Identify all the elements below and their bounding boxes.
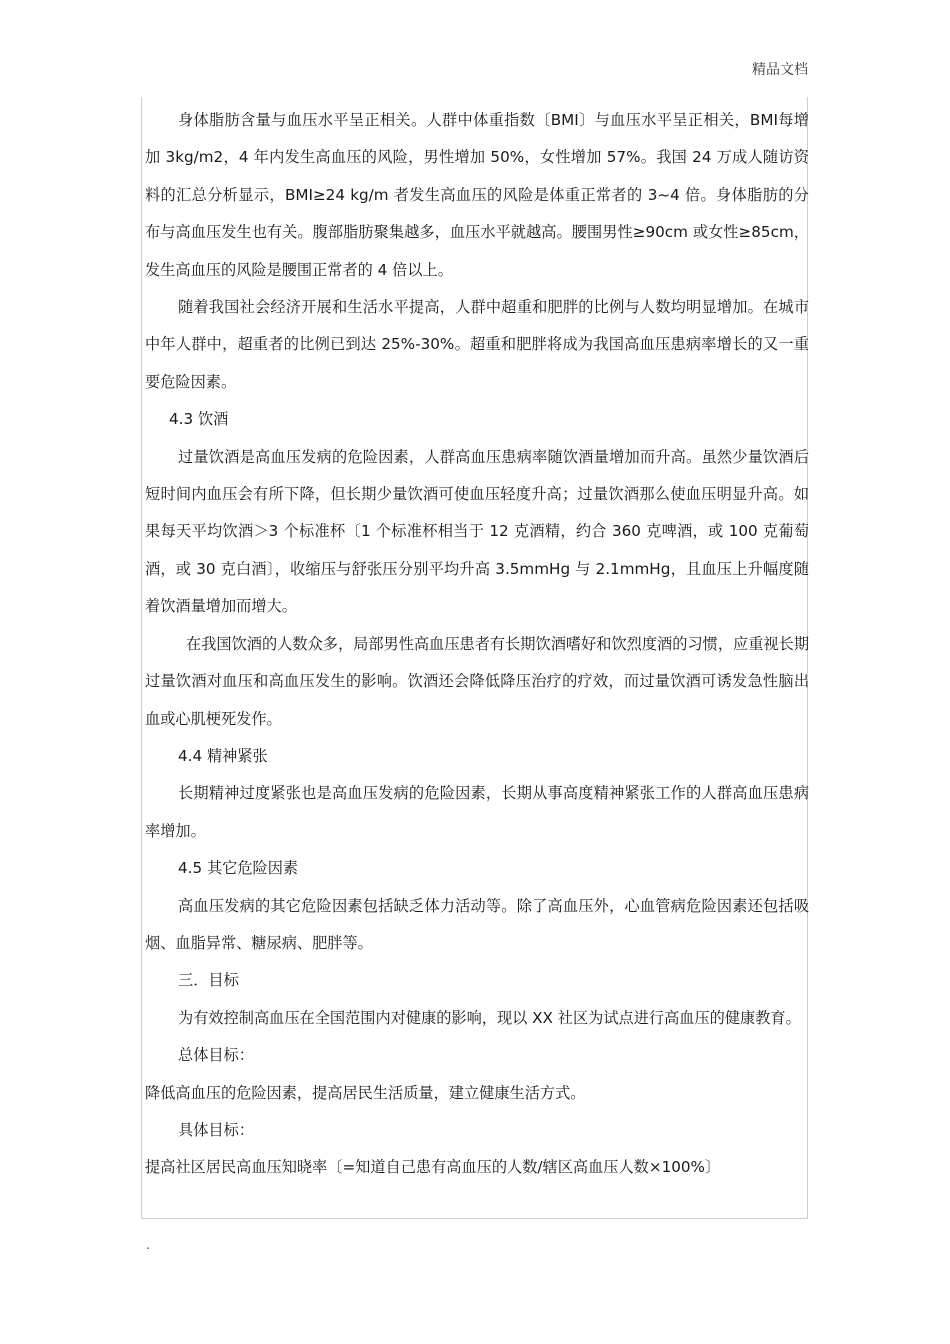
footer-mark: . xyxy=(146,1238,150,1252)
paragraph-other-risks: 高血压发病的其它危险因素包括缺乏体力活动等。除了高血压外，心血管病危险因素还包括吸烟、血脂异常、糖尿病、肥胖等。 xyxy=(145,896,809,952)
document-body xyxy=(145,102,809,1187)
document-header-label: 精品文档 xyxy=(752,62,808,78)
heading-other-risks: 4.5 其它危险因素 xyxy=(178,859,299,878)
general-goal-label: 总体目标： xyxy=(178,1046,254,1065)
paragraph-stress: 长期精神过度紧张也是高血压发病的危险因素，长期从事高度精神紧张工作的人群高血压患病率增加。 xyxy=(145,784,809,840)
heading-goals: 三．目标 xyxy=(178,971,239,990)
specific-goal-text: 提高社区居民高血压知晓率〔=知道自己患有高血压的人数/辖区高血压人数×100%〕 xyxy=(145,1158,721,1177)
heading-stress: 4.4 精神紧张 xyxy=(178,746,268,765)
general-goal-text: 降低高血压的危险因素，提高居民生活质量，建立健康生活方式。 xyxy=(145,1083,586,1102)
paragraph-drinking: 过量饮酒是高血压发病的危险因素，人群高血压患病率随饮酒量增加而升高。虽然少量饮酒后短时间内血压会有所下降，但长期少量饮酒可使血压轻度升高；过量饮酒那么使血压明显升高。如果每天平均饮酒＞3 个标准杯〔1 个标准杯相当于 12 克酒精，约合 360 克啤酒，或 100 克葡萄酒，或 30 克白酒〕，收缩压与舒张压分别平均升高 3.5mmHg 与 2.1mmHg，且血压上升幅度随着饮酒量增加而增大。 xyxy=(145,447,809,616)
paragraph-overweight: 随着我国社会经济开展和生活水平提高，人群中超重和肥胖的比例与人数均明显增加。在城市中年人群中，超重者的比例已到达 25%-30%。超重和肥胖将成为我国高血压患病率增长的又一重要危险因素。 xyxy=(145,298,809,391)
heading-drinking: 4.3 饮酒 xyxy=(169,410,229,429)
paragraph-goals: 为有效控制高血压在全国范围内对健康的影响，现以 XX 社区为试点进行高血压的健康教育。 xyxy=(178,1008,801,1027)
specific-goal-label: 具体目标： xyxy=(178,1120,254,1139)
paragraph-drinking-impact: 在我国饮酒的人数众多，局部男性高血压患者有长期饮酒嗜好和饮烈度酒的习惯，应重视长期过量饮酒对血压和高血压发生的影响。饮酒还会降低降压治疗的疗效，而过量饮酒可诱发急性脑出血或心肌梗死发作。 xyxy=(145,634,809,728)
paragraph-body-fat: 身体脂肪含量与血压水平呈正相关。人群中体重指数〔BMI〕与血压水平呈正相关，BMI每增加 3kg/m2，4 年内发生高血压的风险，男性增加 50%，女性增加 57%。我国 24 万成人随访资料的汇总分析显示，BMI≥24 kg/m 者发生高血压的风险是体重正常者的 3~4 倍。身体脂肪的分布与高血压发生也有关。腹部脂肪聚集越多，血压水平就越高。腰围男性≥90cm 或女性≥85cm，发生高血压的风险是腰围正常者的 4 倍以上。 xyxy=(145,111,809,279)
